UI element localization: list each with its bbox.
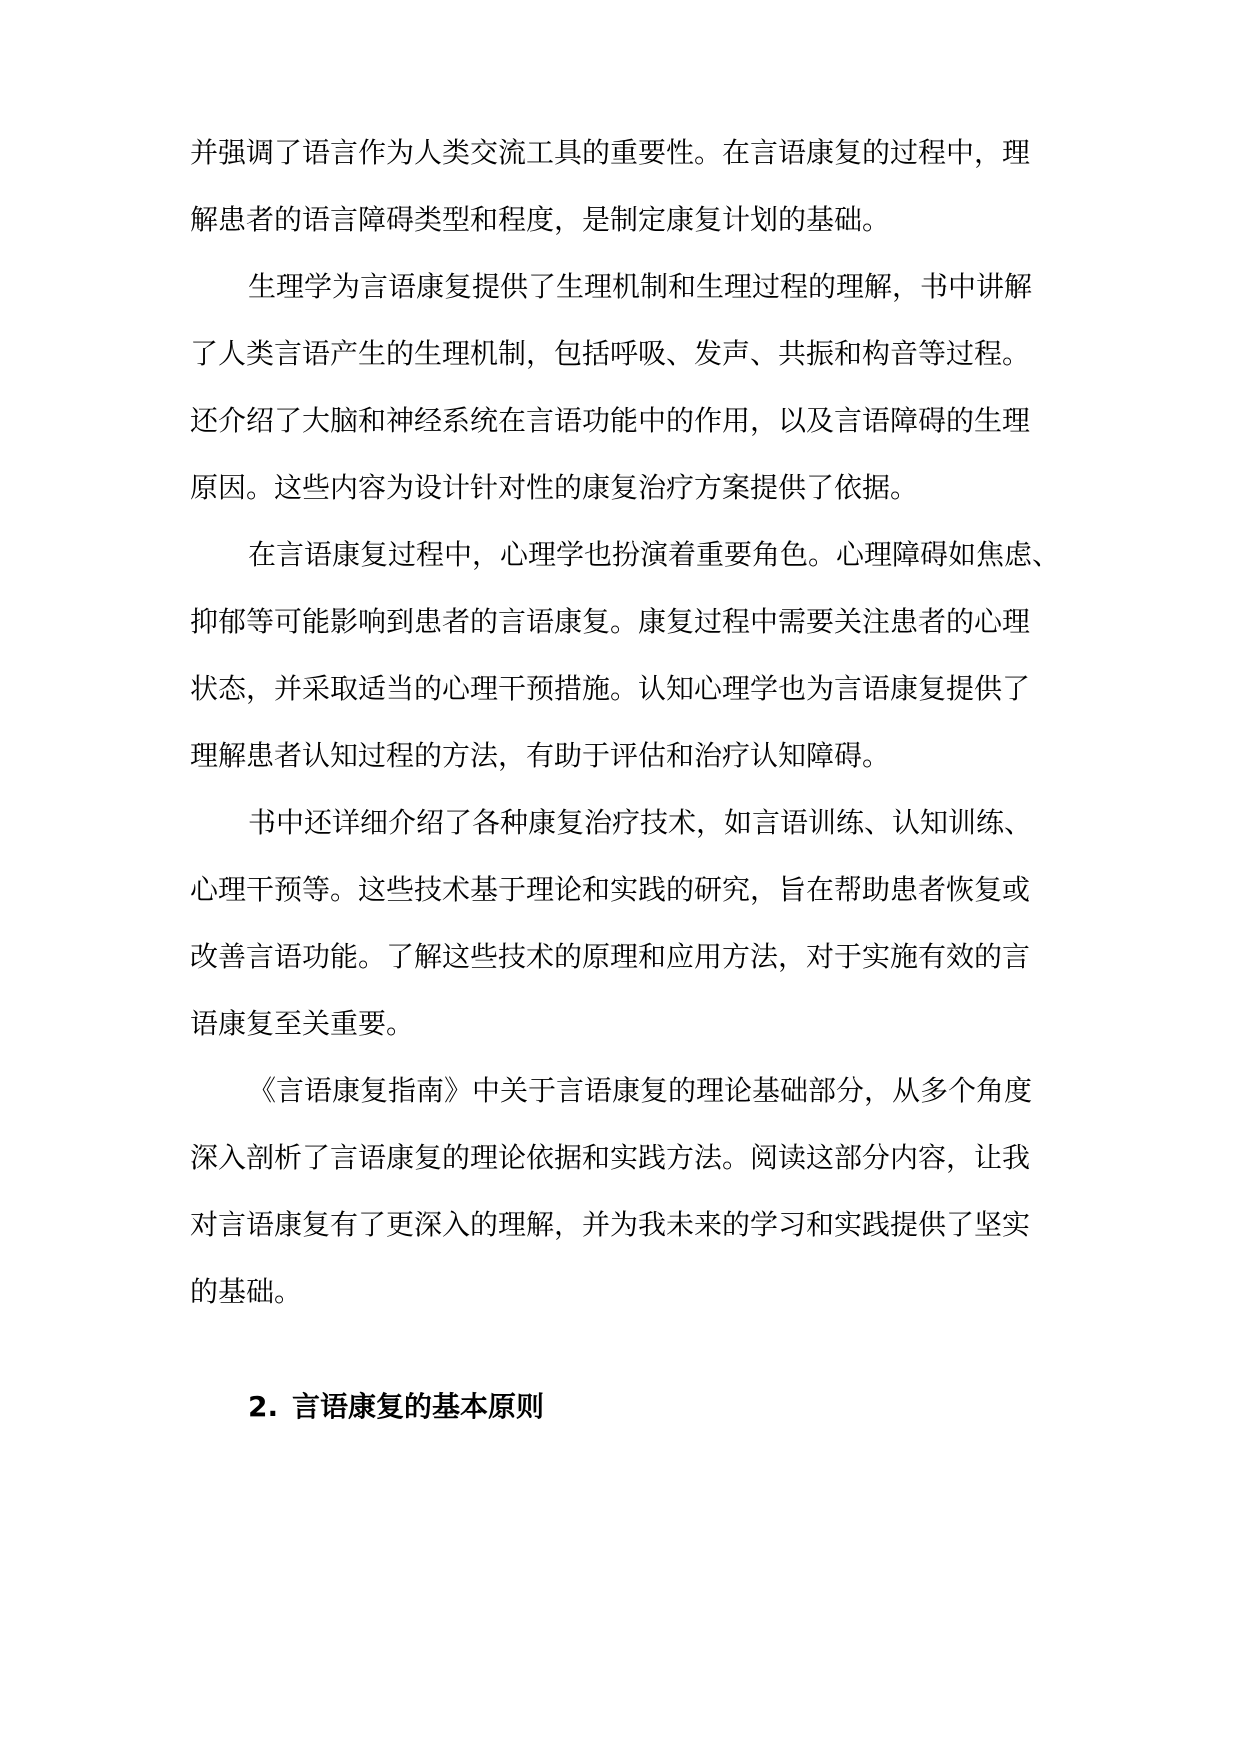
paragraph-line: 心理干预等。这些技术基于理论和实践的研究，旨在帮助患者恢复或 [190,873,1031,906]
paragraph-line: 《言语康复指南》中关于言语康复的理论基础部分，从多个角度 [248,1074,1033,1107]
paragraph-line: 语康复至关重要。 [190,1007,415,1040]
paragraph-line: 解患者的语言障碍类型和程度，是制定康复计划的基础。 [190,203,891,236]
paragraph-line: 并强调了语言作为人类交流工具的重要性。在言语康复的过程中，理 [190,136,1031,169]
section-number: 2. [248,1390,279,1423]
paragraph-line: 对言语康复有了更深入的理解，并为我未来的学习和实践提供了坚实 [190,1208,1031,1241]
paragraph-line: 生理学为言语康复提供了生理机制和生理过程的理解，书中讲解 [248,270,1033,303]
paragraph-line: 状态，并采取适当的心理干预措施。认知心理学也为言语康复提供了 [190,672,1031,705]
paragraph-line: 改善言语功能。了解这些技术的原理和应用方法，对于实施有效的言 [190,940,1031,973]
paragraph-line: 在言语康复过程中，心理学也扮演着重要角色。心理障碍如焦虑、 [248,538,1061,571]
paragraph-line: 了人类言语产生的生理机制，包括呼吸、发声、共振和构音等过程。 [190,337,1031,370]
section-heading [248,1387,544,1427]
paragraph-line: 理解患者认知过程的方法，有助于评估和治疗认知障碍。 [190,739,891,772]
paragraph-line: 书中还详细介绍了各种康复治疗技术，如言语训练、认知训练、 [248,806,1033,839]
section-title: 言语康复的基本原则 [292,1390,545,1423]
paragraph-line: 原因。这些内容为设计针对性的康复治疗方案提供了依据。 [190,471,919,504]
paragraph-line: 抑郁等可能影响到患者的言语康复。康复过程中需要关注患者的心理 [190,605,1031,638]
paragraph-line: 深入剖析了言语康复的理论依据和实践方法。阅读这部分内容，让我 [190,1141,1031,1174]
paragraph-line: 的基础。 [190,1275,303,1308]
paragraph-line: 还介绍了大脑和神经系统在言语功能中的作用，以及言语障碍的生理 [190,404,1031,437]
